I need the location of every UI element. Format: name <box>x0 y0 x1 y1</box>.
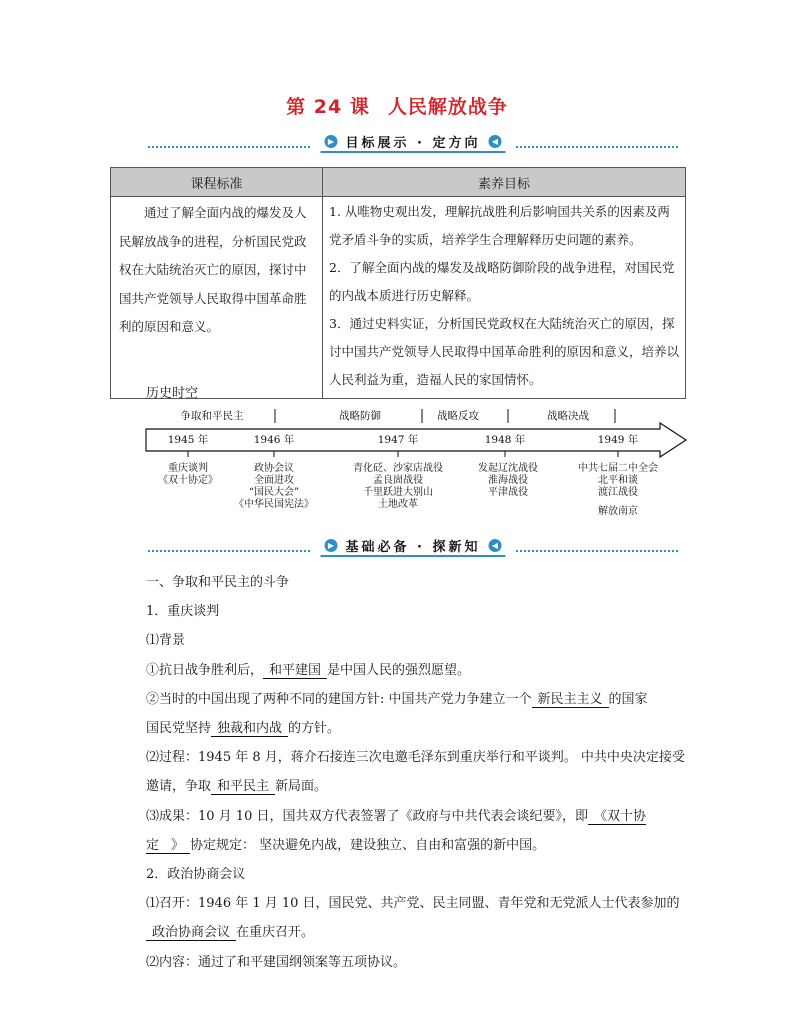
phase-label: 战略决战 <box>547 410 589 422</box>
phase-label: 战略反攻 <box>437 410 479 422</box>
subsection-heading: 2．政治协商会议 <box>146 867 246 883</box>
event-text: 政协会议 <box>254 463 294 474</box>
item-label: ⑴背景 <box>146 633 186 649</box>
paragraph: ②当时的中国出现了两种不同的建国方针: 中国共产党力争建立一个 新民主主义 的国家 国民党坚持 独裁和内战 的方针。 <box>146 691 648 737</box>
event-text: 平津战役 <box>488 487 528 498</box>
standards-table <box>110 167 686 399</box>
paragraph: ⑶成果：10 月 10 日，国共双方代表签署了《政府与中共代表会谈纪要》，即 《双十协定 》 协定规定： 坚决避免内战，建设独立、自由和富强的新中国。 <box>146 808 646 853</box>
blank-answer: 《双十协定 <box>146 808 646 853</box>
left-arrow-icon: ◀ <box>489 135 502 148</box>
year-label: 1946 年 <box>253 434 295 446</box>
paragraph: ⑴召开：1946 年 1 月 10 日，国民党、共产党、民主同盟、青年党和无党派人士代表参加的政治协商会议 在重庆召开。 <box>146 896 680 941</box>
section-banner-basics <box>148 534 678 558</box>
right-arrow-icon: ▶ <box>325 539 338 552</box>
phase-label: 战略防御 <box>339 410 381 422</box>
event-text: “国民大会” <box>248 487 300 498</box>
year-label: 1947 年 <box>377 434 419 446</box>
goals-cell <box>323 197 686 399</box>
blank-answer: 和平民主 <box>211 779 275 795</box>
lesson-name: 人民解放战争 <box>387 96 508 118</box>
event-text: 中共七届二中全会 <box>578 463 658 474</box>
subsection-heading: 1．重庆谈判 <box>146 604 220 620</box>
banner-title: 目标展示 · 定方向 <box>345 135 481 151</box>
section-heading: 一、争取和平民主的斗争 <box>146 575 290 590</box>
blank-answer: 和平建国 <box>263 663 327 679</box>
timeline-chart <box>140 405 690 520</box>
event-text: 土地改革 <box>378 499 418 510</box>
paragraph: ⑵内容：通过了和平建国纲领案等五项协议。 <box>146 954 407 970</box>
page-title <box>0 92 794 119</box>
timeline-label: 历史时空 <box>146 386 199 401</box>
standard-cell: 通过了解全面内战的爆发及人民解放战争的进程，分析国民党政权在大陆统治灭亡的原因，探讨中国共产党领导人民取得中国革命胜利的原因和意义。 <box>111 197 323 399</box>
event-text: 全面进攻 <box>254 475 294 486</box>
left-arrow-icon: ◀ <box>489 539 502 552</box>
right-arrow-icon: ▶ <box>325 135 338 148</box>
blank-answer: 新民主主义 <box>532 692 609 708</box>
paragraph: ⑵过程：1945 年 8 月，蒋介石接连三次电邀毛泽东到重庆举行和平谈判。 中共中央决定接受邀请，争取 和平民主 新局面。 <box>146 750 685 795</box>
event-text: 解放南京 <box>598 506 638 517</box>
blank-answer: 独裁和内战 <box>211 721 288 737</box>
lesson-body <box>146 568 686 977</box>
goal-item: 1. 从唯物史观出发，理解抗战胜利后影响国共关系的因素及两党矛盾斗争的实质，培养学生合理解释历史问题的素养。 <box>329 204 670 247</box>
year-label: 1948 年 <box>484 434 526 446</box>
event-text: 《双十协定》 <box>158 475 218 486</box>
blank-answer: 》 <box>165 838 190 854</box>
year-label: 1945 年 <box>167 434 209 446</box>
event-text: 青化砭、沙家店战役 <box>353 463 443 474</box>
event-text: 孟良崮战役 <box>373 475 423 486</box>
event-text: 发起辽沈战役 <box>478 463 538 474</box>
event-text: 淮海战役 <box>488 475 528 486</box>
year-label: 1949 年 <box>597 434 639 446</box>
banner-title: 基础必备 · 探新知 <box>345 539 481 555</box>
event-text: 千里跃进大别山 <box>363 487 433 498</box>
event-text: 渡江战役 <box>598 487 638 498</box>
section-banner-goals <box>148 130 678 154</box>
header-goals: 素养目标 <box>323 168 686 197</box>
phase-label: 争取和平民主 <box>180 410 244 422</box>
event-text: 《中华民国宪法》 <box>234 499 314 510</box>
goal-item: 2．了解全面内战的爆发及战略防御阶段的战争进程，对国民党的内战本质进行历史解释。 <box>329 260 675 303</box>
event-text: 北平和谈 <box>598 475 638 486</box>
goal-item: 3．通过史料实证，分析国民党政权在大陆统治灭亡的原因，探讨中国共产党领导人民取得中国革命胜利的原因和意义，培养以人民利益为重，造福人民的家国情怀。 <box>329 316 680 387</box>
event-text: 重庆谈判 <box>168 463 208 474</box>
header-standard: 课程标准 <box>111 168 323 197</box>
lesson-number: 第 24 课 <box>286 96 370 118</box>
paragraph: ①抗日战争胜利后， 和平建国 是中国人民的强烈愿望。 <box>146 662 471 678</box>
blank-answer: 政治协商会议 <box>146 925 236 941</box>
